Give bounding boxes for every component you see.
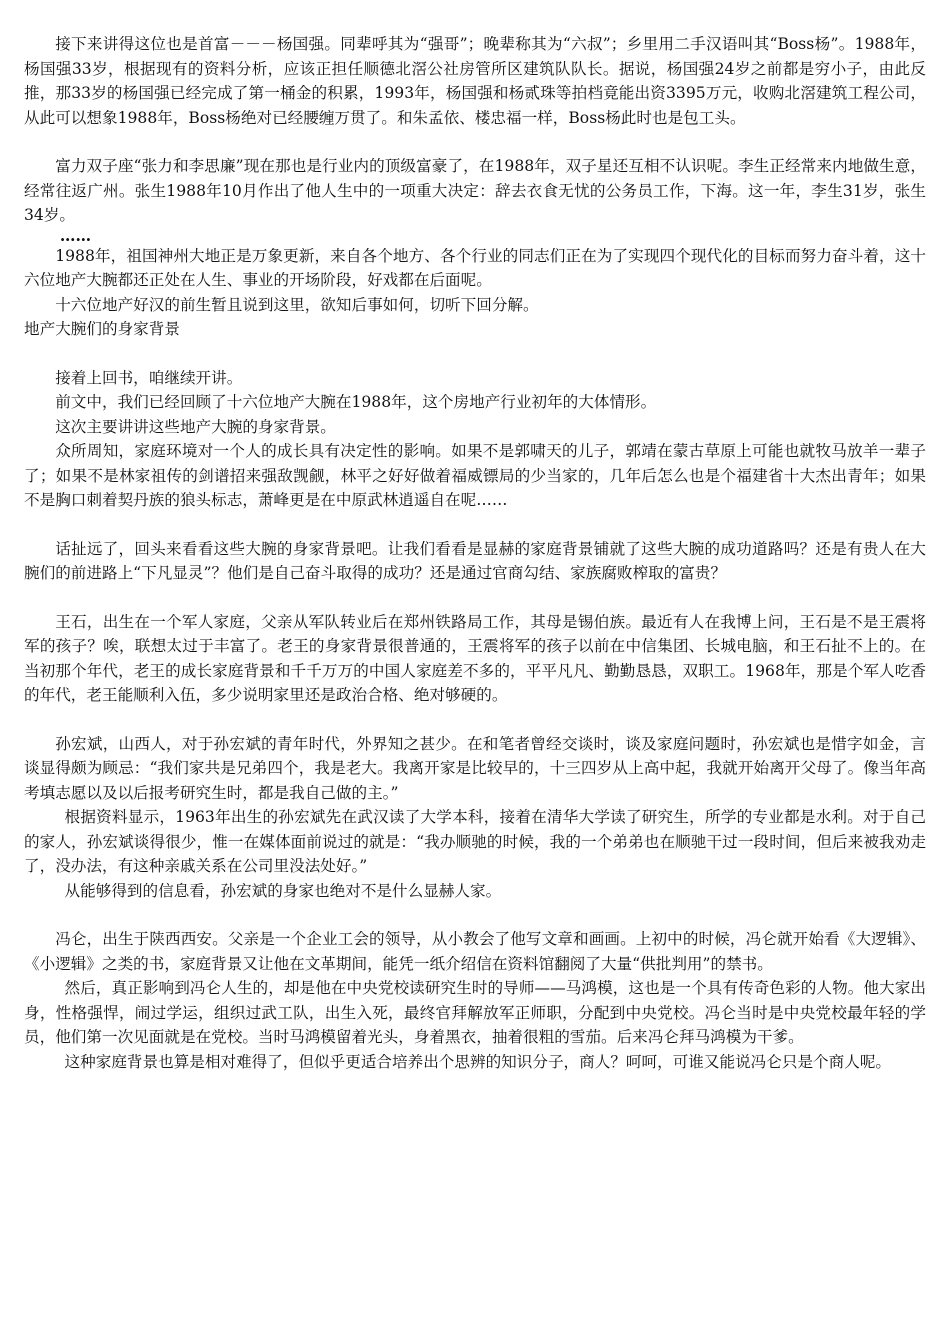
- paragraph-spacer: [24, 708, 926, 732]
- body-paragraph: 众所周知，家庭环境对一个人的成长具有决定性的影响。如果不是郭啸天的儿子，郭靖在蒙古草原上可能也就牧马放羊一辈子了；如果不是林家祖传的剑谱招来强敌觊觎，林平之好好做着福威镖局的少当家的，几年后怎么也是个福建省十大杰出青年；如果不是胸口刺着契丹族的狼头标志，萧峰更是在中原武林逍遥自在呢……: [24, 442, 926, 509]
- body-paragraph: 话扯远了，回头来看看这些大腕的身家背景吧。让我们看看是显赫的家庭背景铺就了这些大腕的成功道路吗？还是有贵人在大腕们的前进路上“下凡显灵”？他们是自己奋斗取得的成功？还是通过官商勾结、家族腐败榨取的富贵？: [24, 539, 926, 582]
- body-paragraph: 十六位地产好汉的前生暂且说到这里，欲知后事如何，切听下回分解。: [55, 295, 539, 314]
- body-paragraph: 这种家庭背景也算是相对难得了，但似乎更适合培养出个思辨的知识分子，商人？呵呵，可谁又能说冯仑只是个商人呢。: [64, 1052, 892, 1071]
- body-paragraph: 孙宏斌，山西人，对于孙宏斌的青年时代，外界知之甚少。在和笔者曾经交谈时，谈及家庭问题时，孙宏斌也是惜字如金，言谈显得颇为顾忌：“我们家共是兄弟四个，我是老大。我离开家是比较早的，十三四岁从上高中起，我就开始离开父母了。像当年高考填志愿以及以后报考研究生时，都是我自己做的主。”: [24, 734, 926, 802]
- body-paragraph: 冯仑，出生于陕西西安。父亲是一个企业工会的领导，从小教会了他写文章和画画。上初中的时候，冯仑就开始看《大逻辑》、《小逻辑》之类的书，家庭背景又让他在文革期间，能凭一纸介绍信在资料馆翻阅了大量“供批判用”的禁书。: [24, 930, 926, 973]
- body-paragraph: 从能够得到的信息看，孙宏斌的身家也绝对不是什么显赫人家。: [64, 881, 502, 900]
- body-paragraph: 这次主要讲讲这些地产大腕的身家背景。: [55, 417, 336, 436]
- paragraph-spacer: [24, 342, 926, 366]
- ellipsis-break: ……: [59, 225, 92, 245]
- body-paragraph: 富力双子座“张力和李思廉”现在那也是行业内的顶级富豪了，在1988年，双子星还互相不认识呢。李生正经常来内地做生意，经常往返广州。张生1988年10月作出了他人生中的一项重大决定：辞去衣食无忧的公务员工作，下海。这一年，李生31岁，张生34岁。: [24, 157, 926, 224]
- body-paragraph: 1988年，祖国神州大地正是万象更新，来自各个地方、各个行业的同志们正在为了实现四个现代化的目标而努力奋斗着，这十六位地产大腕都还正处在人生、事业的开场阶段，好戏都在后面呢。: [24, 246, 926, 289]
- body-paragraph: 然后，真正影响到冯仑人生的，却是他在中央党校读研究生时的导师——马鸿模，这也是一个具有传奇色彩的人物。他大家出身，性格强悍，闹过学运，组织过武工队，出生入死，最终官拜解放军正师职，分配到中央党校。冯仑当时是中央党校最年轻的学员，他们第一次见面就是在党校。当时马鸿模留着光头，身着黑衣，抽着很粗的雪茄。后来冯仑拜马鸿模为干爹。: [24, 979, 926, 1046]
- paragraph-spacer: [24, 903, 926, 927]
- body-paragraph: 接着上回书，咱继续开讲。: [55, 368, 243, 387]
- section-heading: 地产大腕们的身家背景: [24, 320, 180, 338]
- paragraph-spacer: [24, 513, 926, 537]
- body-paragraph: 根据资料显示，1963年出生的孙宏斌先在武汉读了大学本科，接着在清华大学读了研究生，所学的专业都是水利。对于自己的家人，孙宏斌谈得很少，惟一在媒体面前说过的就是：“我办顺驰的时候，我的一个弟弟也在顺驰干过一段时间，但后来被我劝走了，没办法，有这种亲戚关系在公司里没法处好。”: [24, 808, 926, 875]
- body-paragraph: 王石，出生在一个军人家庭，父亲从军队转业后在郑州铁路局工作，其母是锡伯族。最近有人在我博上问，王石是不是王震将军的孩子？唉，联想太过于丰富了。老王的身家背景很普通的，王震将军的孩子以前在中信集团、长城电脑，和王石扯不上的。在当初那个年代，老王的成长家庭背景和千千万万的中国人家庭差不多的，平平凡凡、勤勤恳恳，双职工。1968年，那是个军人吃香的年代，老王能顺利入伍，多少说明家里还是政治合格、绝对够硬的。: [24, 612, 926, 704]
- paragraph-spacer: [24, 586, 926, 610]
- paragraph-spacer: [24, 130, 926, 154]
- body-paragraph: 前文中，我们已经回顾了十六位地产大腕在1988年，这个房地产行业初年的大体情形。: [55, 393, 657, 411]
- body-paragraph: 接下来讲得这位也是首富－－－杨国强。同辈呼其为“强哥”；晚辈称其为“六叔”；乡里用二手汉语叫其“Boss杨”。1988年，杨国强33岁，根据现有的资料分析，应该正担任顺德北滘公社房管所区建筑队队长。据说，杨国强24岁之前都是穷小子，由此反推，那33岁的杨国强已经完成了第一桶金的积累，1993年，杨国强和杨贰珠等拍档竟能出资3395万元，收购北滘建筑工程公司，从此可以想象1988年，Boss杨绝对已经腰缠万贯了。和朱孟依、楼忠福一样，Boss杨此时也是包工头。: [24, 35, 926, 127]
